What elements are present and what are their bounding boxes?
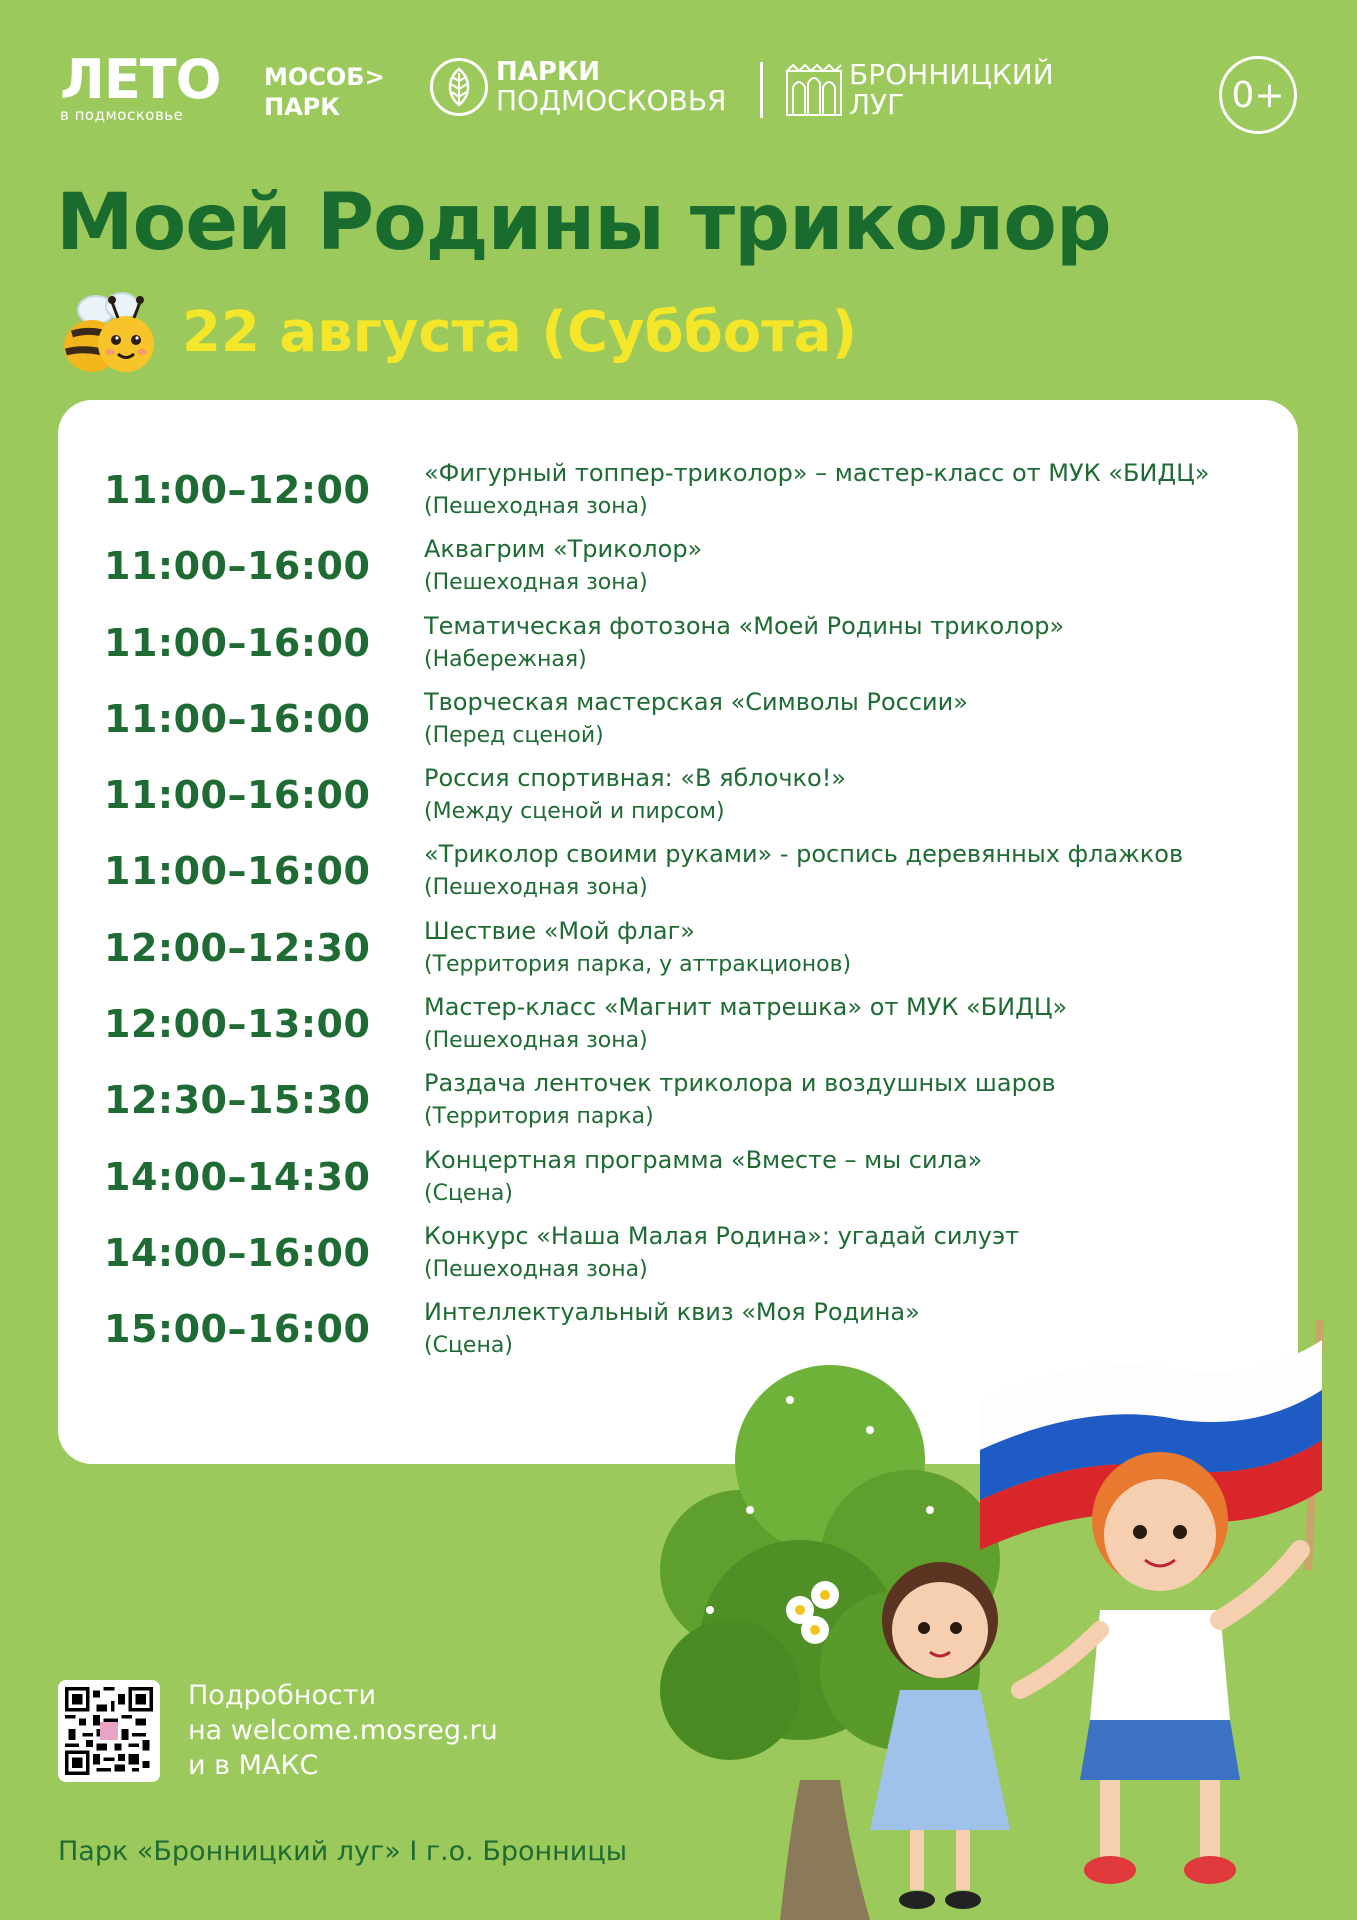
schedule-event: Раздача ленточек триколора и воздушных шаров bbox=[424, 1069, 1056, 1097]
schedule-time: 11:00–12:00 bbox=[104, 468, 371, 512]
schedule-location: (Между сценой и пирсом) bbox=[424, 799, 725, 824]
schedule-row bbox=[104, 1219, 1264, 1287]
schedule-event: Шествие «Мой флаг» bbox=[424, 917, 695, 945]
schedule-location: (Территория парка) bbox=[424, 1104, 654, 1129]
schedule-time: 14:00–14:30 bbox=[104, 1155, 371, 1199]
qr-code-icon bbox=[65, 1687, 153, 1775]
children-with-flag-illustration bbox=[640, 1310, 1357, 1920]
parki-logo-line2: ПОДМОСКОВЬЯ bbox=[496, 84, 727, 117]
footer-location: Парк «Бронницкий луг» I г.о. Бронницы bbox=[58, 1836, 628, 1867]
schedule-event: Россия спортивная: «В яблочко!» bbox=[424, 764, 846, 792]
schedule-event: Аквагрим «Триколор» bbox=[424, 535, 703, 563]
bron-logo-line1: БРОННИЦКИЙ bbox=[849, 58, 1054, 91]
mosobpark-logo-line2: ПАРК bbox=[264, 93, 340, 121]
leto-logo-text: ЛЕТО bbox=[60, 48, 221, 111]
schedule-event: Мастер-класс «Магнит матрешка» от МУК «БИДЦ» bbox=[424, 993, 1068, 1021]
schedule-row bbox=[104, 532, 1264, 600]
schedule-row bbox=[104, 685, 1264, 753]
leaf-icon bbox=[430, 58, 488, 116]
schedule-event: «Фигурный топпер-триколор» – мастер-класс от МУК «БИДЦ» bbox=[424, 459, 1210, 487]
schedule-event: Тематическая фотозона «Моей Родины триколор» bbox=[424, 612, 1065, 640]
parki-podmoskovya-logo bbox=[430, 58, 727, 116]
schedule-location: (Перед сценой) bbox=[424, 723, 604, 748]
schedule-row bbox=[104, 456, 1264, 524]
schedule-event: Конкурс «Наша Малая Родина»: угадай силуэт bbox=[424, 1222, 1020, 1250]
schedule-row bbox=[104, 609, 1264, 677]
schedule-location: (Набережная) bbox=[424, 647, 587, 672]
schedule-time: 12:00–12:30 bbox=[104, 926, 371, 970]
schedule-time: 12:00–13:00 bbox=[104, 1002, 371, 1046]
schedule-time: 12:30–15:30 bbox=[104, 1078, 371, 1122]
bronnitsky-lug-logo bbox=[785, 60, 1054, 120]
arches-icon bbox=[785, 61, 843, 119]
schedule-time: 11:00–16:00 bbox=[104, 849, 371, 893]
event-date: 22 августа (Суббота) bbox=[182, 299, 858, 365]
leto-logo-subtext: в подмосковье bbox=[60, 106, 184, 124]
schedule-time: 15:00–16:00 bbox=[104, 1307, 371, 1351]
schedule-time: 11:00–16:00 bbox=[104, 697, 371, 741]
bee-icon bbox=[58, 284, 162, 380]
schedule-location: (Пешеходная зона) bbox=[424, 494, 648, 519]
schedule-location: (Сцена) bbox=[424, 1333, 513, 1358]
age-rating-badge: 0+ bbox=[1219, 56, 1297, 134]
schedule-time: 11:00–16:00 bbox=[104, 544, 371, 588]
schedule-location: (Сцена) bbox=[424, 1181, 513, 1206]
schedule-row bbox=[104, 1066, 1264, 1134]
mosobpark-logo bbox=[264, 62, 385, 122]
schedule-event: Интеллектуальный квиз «Моя Родина» bbox=[424, 1298, 920, 1326]
leto-logo bbox=[60, 48, 221, 124]
details-line1: Подробности bbox=[188, 1680, 377, 1711]
schedule-row bbox=[104, 990, 1264, 1058]
schedule-time: 11:00–16:00 bbox=[104, 621, 371, 665]
schedule-row bbox=[104, 837, 1264, 905]
logo-bar bbox=[60, 48, 1297, 142]
details-link[interactable]: на welcome.mosreg.ru bbox=[188, 1715, 498, 1746]
schedule-event: «Триколор своими руками» - роспись деревянных флажков bbox=[424, 840, 1184, 868]
schedule-location: (Пешеходная зона) bbox=[424, 570, 648, 595]
schedule-time: 11:00–16:00 bbox=[104, 773, 371, 817]
schedule-event: Концертная программа «Вместе – мы сила» bbox=[424, 1146, 983, 1174]
schedule-event: Творческая мастерская «Символы России» bbox=[424, 688, 968, 716]
schedule-location: (Пешеходная зона) bbox=[424, 1028, 648, 1053]
schedule-time: 14:00–16:00 bbox=[104, 1231, 371, 1275]
schedule-row bbox=[104, 761, 1264, 829]
details-line3: и в МАКС bbox=[188, 1750, 319, 1781]
mosobpark-logo-line1: МОСОБ> bbox=[264, 63, 385, 91]
details-text bbox=[188, 1678, 498, 1783]
parki-logo-line1: ПАРКИ bbox=[496, 57, 600, 87]
date-row bbox=[58, 284, 857, 380]
schedule-row bbox=[104, 914, 1264, 982]
schedule-location: (Территория парка, у аттракционов) bbox=[424, 952, 852, 977]
qr-code[interactable] bbox=[58, 1680, 160, 1782]
bron-logo-line2: ЛУГ bbox=[849, 88, 905, 121]
page-title: Моей Родины триколор bbox=[56, 178, 1111, 268]
schedule-row bbox=[104, 1143, 1264, 1211]
schedule-location: (Пешеходная зона) bbox=[424, 875, 648, 900]
logo-divider bbox=[760, 62, 763, 118]
schedule-card bbox=[58, 400, 1298, 1464]
schedule-location: (Пешеходная зона) bbox=[424, 1257, 648, 1282]
